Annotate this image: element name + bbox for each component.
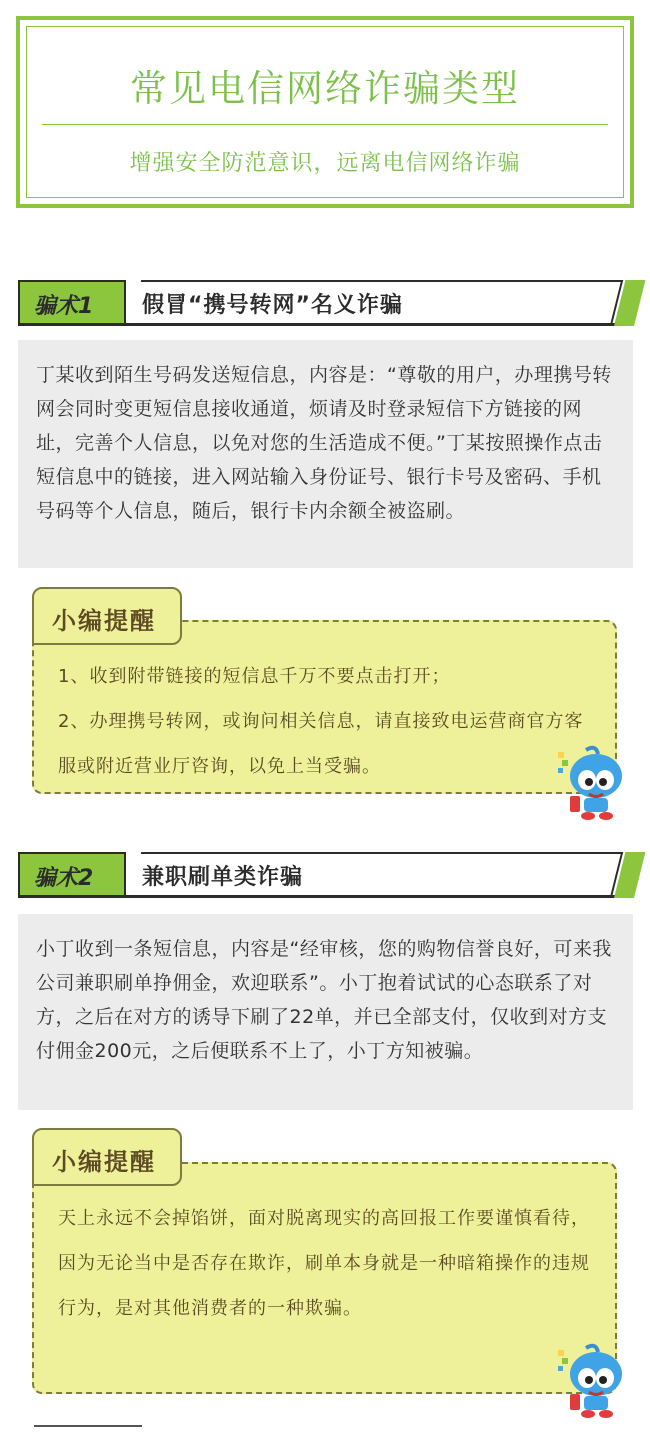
reminder-line: 2、办理携号转网，或询问相关信息，请直接致电运营商官方客服或附近营业厅咨询，以免上当受骗。: [58, 711, 584, 777]
section-1-reminder-box: [32, 620, 617, 794]
section-tag-label: 骗术1: [34, 294, 94, 319]
section-tag: [18, 280, 126, 323]
section-title: 兼职刷单类诈骗: [142, 865, 304, 890]
reminder-text: [58, 1196, 591, 1331]
section-tag-label: 骗术2: [34, 866, 94, 891]
section-1-reminder-tab: [32, 587, 182, 645]
section-2-story: 小丁收到一条短信息，内容是“经审核，您的购物信誉良好，可来我公司兼职刷单挣佣金，欢迎联系”。小丁抱着试试的心态联系了对方，之后在对方的诱导下刷了22单，并已全部支付，仅收到对方支付佣金200元，之后便联系不上了，小丁方知被骗。: [18, 914, 633, 1110]
bottom-divider: [34, 1425, 142, 1427]
section-2-reminder-tab: [32, 1128, 182, 1186]
header-divider: [42, 124, 608, 125]
reminder-text: [58, 654, 591, 789]
section-2-header: [18, 852, 634, 898]
reminder-line: 天上永远不会掉馅饼，面对脱离现实的高回报工作要谨慎看待，因为无论当中是否存在欺诈，刷单本身就是一种暗箱操作的违规行为，是对其他消费者的一种欺骗。: [58, 1208, 590, 1319]
page-title: 常见电信网络诈骗类型: [130, 67, 520, 110]
section-title: 假冒“携号转网”名义诈骗: [142, 293, 403, 318]
section-1-header: [18, 280, 634, 326]
mascot-icon: [556, 742, 626, 822]
mascot-icon: [556, 1340, 626, 1420]
section-tag: [18, 852, 126, 895]
reminder-line: 1、收到附带链接的短信息千万不要点击打开；: [58, 666, 451, 687]
section-2-reminder-box: [32, 1162, 617, 1394]
section-1-story: 丁某收到陌生号码发送短信息，内容是：“尊敬的用户，办理携号转网会同时变更短信息接收通道，烦请及时登录短信下方链接的网址，完善个人信息，以免对您的生活造成不便。”丁某按照操作点击短信息中的链接，进入网站输入身份证号、银行卡号及密码、手机号码等个人信息，随后，银行卡内余额全被盗刷。: [18, 340, 633, 568]
header-box: [16, 16, 634, 208]
page-subtitle: 增强安全防范意识，远离电信网络诈骗: [129, 151, 521, 176]
reminder-label: 小编提醒: [52, 607, 156, 635]
reminder-label: 小编提醒: [52, 1148, 156, 1176]
